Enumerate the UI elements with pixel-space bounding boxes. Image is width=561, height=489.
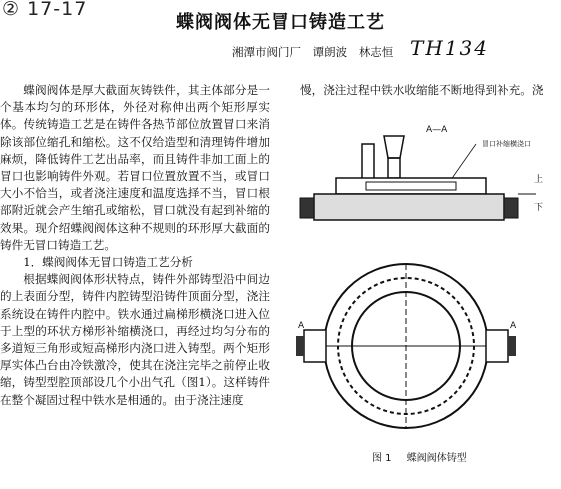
caption-text: 蝶阀阀体铸型 xyxy=(406,453,467,464)
casting-section xyxy=(314,194,504,220)
author-name-1: 谭朗波 xyxy=(312,45,348,59)
classification-tag: TH134 xyxy=(410,36,489,60)
handwritten-note: ② 17-17 xyxy=(2,0,88,20)
boss-right xyxy=(486,330,508,362)
section-heading: 1．蝶阀阀体无冒口铸造工艺分析 xyxy=(23,255,193,270)
label-a-right: A xyxy=(510,321,517,331)
mold-figure xyxy=(296,118,558,446)
section-label: A—A xyxy=(426,125,448,135)
chill-plan-right xyxy=(508,336,516,356)
runner-section xyxy=(366,182,456,190)
article-title: 蝶阀阀体无冒口铸造工艺 xyxy=(176,12,385,33)
label-top: 上 xyxy=(534,175,544,185)
author-name-2: 林志恒 xyxy=(358,45,394,59)
right-column-text: 慢，浇注过程中铁水收缩能不断地得到补充。浇 xyxy=(300,83,544,97)
sprue xyxy=(388,158,400,178)
paragraph-analysis: 根据蝶阀阀体形状特点，铸件外部铸型沿中间边的上表面分型，铸件内腔铸型沿铸件顶面分型，浇注系统设在铸件内腔中。铁水通过扁梯形横浇口进入位于上型的环状方梯形补缩横浇口，再经过均匀分布的多道短三角形或短高梯形内浇口进入铸型。两个矩形厚实体凸台由冷铁激冷，使其在浇注完毕之前停止收缩，铸型型腔顶部设几个小出气孔（图1）。这样铸件在整个凝固过程中铁水是相通的。由于浇注速度 xyxy=(0,272,270,407)
callout-label: 冒口补缩横浇口 xyxy=(482,140,531,148)
paragraph-intro: 蝶阀阀体是厚大截面灰铸铁件，其主体部分是一个基本均匀的环形体，外径对称伸出两个矩形厚实体。传统铸造工艺是在铸件各热节部位放置冒口来消除该部位缩孔和缩松。这不仅给造型和清理铸件增加麻烦，降低铸件工艺出品率，而且铸件非加工面上的冒口也影响铸件外观。若冒口位置放置不当，或冒口大小不恰当，或者浇注速度和温度选择不当，冒口根部附近就会产生缩孔或缩松，冒口就没有起到补缩的效果。现介绍蝶阀阀体这种不规则的环形厚大截面的铸件无冒口铸造工艺。 xyxy=(0,83,270,252)
author-affiliation: 湘潭市阀门厂 xyxy=(232,45,301,59)
figure-caption xyxy=(372,449,479,464)
caption-number: 图 1 xyxy=(372,453,392,464)
label-bottom: 下 xyxy=(534,203,544,213)
left-column xyxy=(0,82,270,409)
chill-left xyxy=(300,198,314,218)
boss-left xyxy=(304,330,326,362)
author-line xyxy=(232,44,401,60)
chill-right xyxy=(504,198,518,218)
label-a-left: A xyxy=(298,321,305,331)
chill-plan-left xyxy=(296,336,304,356)
vent-block xyxy=(362,144,374,180)
sprue-cup xyxy=(384,136,404,158)
